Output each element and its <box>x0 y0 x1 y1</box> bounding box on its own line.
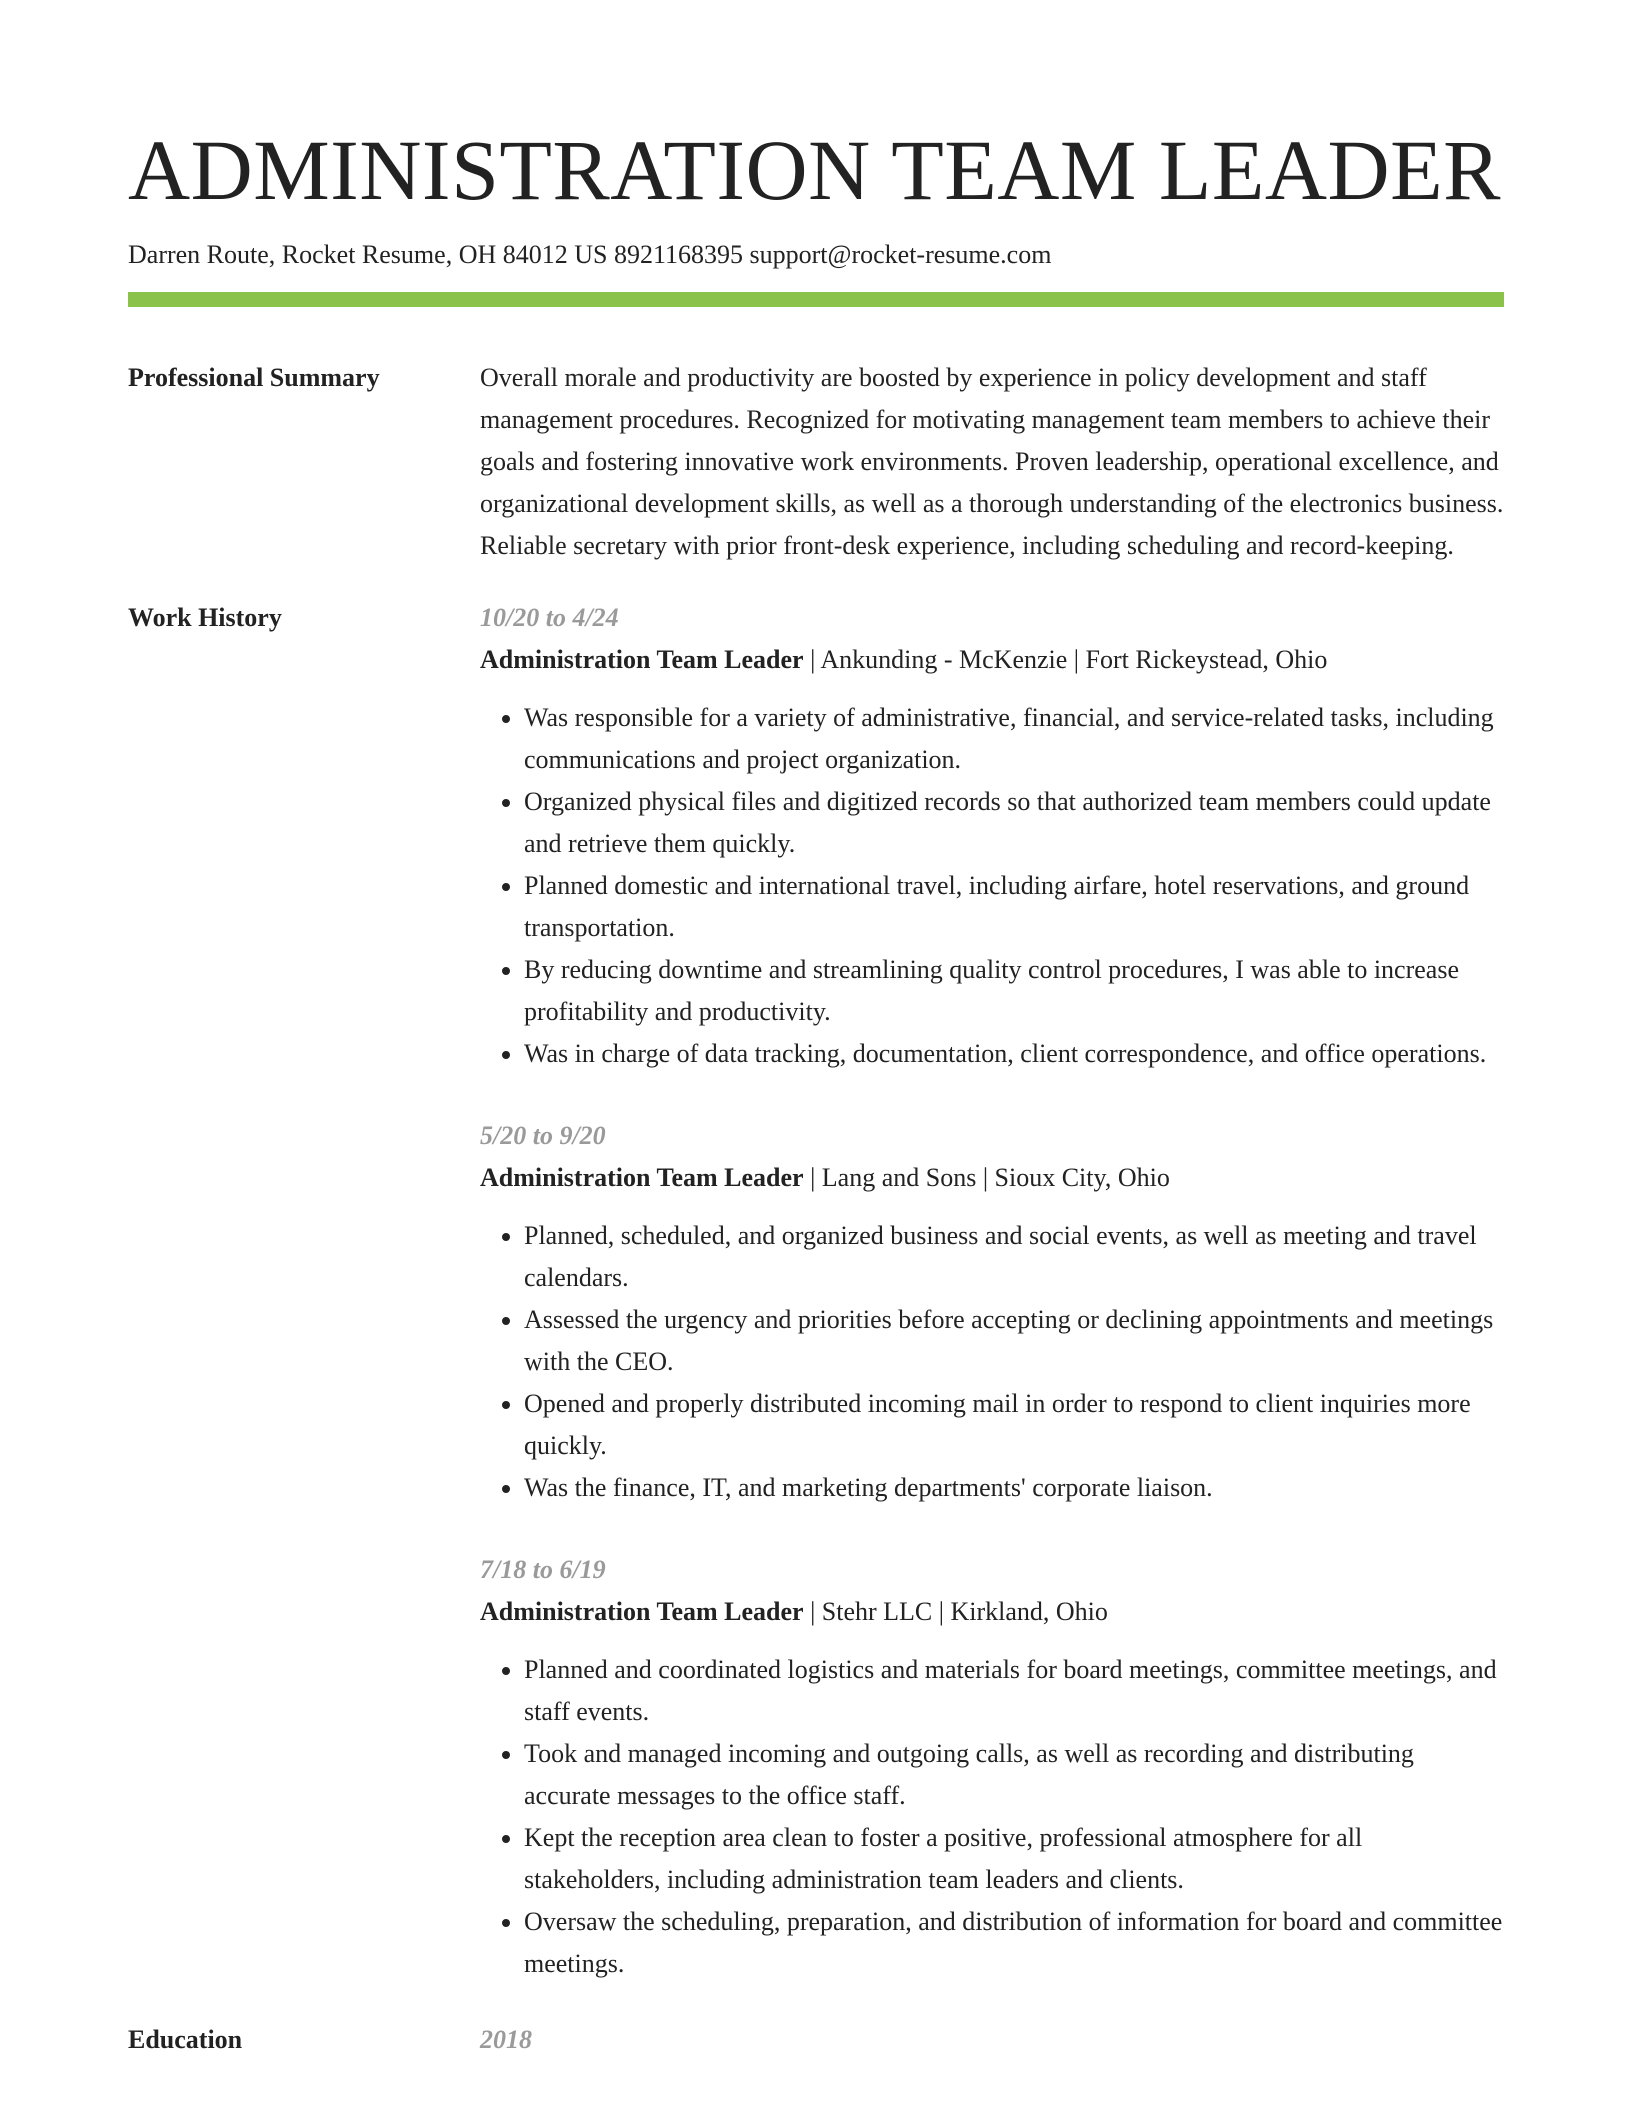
job-employer-location: | Lang and Sons | Sioux City, Ohio <box>803 1163 1170 1192</box>
job-dates: 10/20 to 4/24 <box>480 603 619 632</box>
section-label-work-history: Work History <box>128 603 282 632</box>
job-bullets <box>480 697 1504 1075</box>
work-history-section <box>128 597 1504 2005</box>
job-bullet: • Was the finance, IT, and marketing departments' corporate liaison. <box>524 1467 1504 1509</box>
job-heading <box>480 1157 1504 1199</box>
section-label-summary: Professional Summary <box>128 363 380 392</box>
job-bullet: • Oversaw the scheduling, preparation, and distribution of information for board and committee meetings. <box>524 1901 1504 1985</box>
job-bullet: • Planned, scheduled, and organized business and social events, as well as meeting and travel calendars. <box>524 1215 1504 1299</box>
job-bullet: • Planned and coordinated logistics and materials for board meetings, committee meetings, and staff events. <box>524 1649 1504 1733</box>
job-entry <box>480 1115 1504 1509</box>
resume-title: ADMINISTRATION TEAM LEADER <box>128 122 1502 218</box>
education-body <box>480 2019 1504 2061</box>
job-title: Administration Team Leader <box>480 1597 804 1626</box>
job-bullet: • Kept the reception area clean to foster a positive, professional atmosphere for all stakeholders, including administration team leaders and clients. <box>524 1817 1504 1901</box>
resume-page <box>128 0 1504 2061</box>
job-employer-location: | Stehr LLC | Kirkland, Ohio <box>803 1597 1108 1626</box>
job-entry <box>480 597 1504 1075</box>
job-bullet: • Was responsible for a variety of administrative, financial, and service-related tasks, including communications and project organization. <box>524 697 1504 781</box>
contact-line: Darren Route, Rocket Resume, OH 84012 US 8921168395 support@rocket-resume.com <box>128 240 1052 269</box>
job-entry <box>480 1549 1504 1985</box>
education-section <box>128 2019 1504 2061</box>
education-dates: 2018 <box>480 2025 532 2054</box>
job-heading <box>480 1591 1504 1633</box>
job-bullet: • Opened and properly distributed incoming mail in order to respond to client inquiries more quickly. <box>524 1383 1504 1467</box>
summary-section <box>128 357 1504 567</box>
job-bullet: • Was in charge of data tracking, documentation, client correspondence, and office operations. <box>524 1033 1504 1075</box>
header-divider <box>128 292 1504 307</box>
job-employer-location: | Ankunding - McKenzie | Fort Rickeystead, Ohio <box>803 645 1328 674</box>
job-bullet: • Organized physical files and digitized records so that authorized team members could update and retrieve them quickly. <box>524 781 1504 865</box>
job-bullet: • Assessed the urgency and priorities before accepting or declining appointments and meetings with the CEO. <box>524 1299 1504 1383</box>
job-dates: 7/18 to 6/19 <box>480 1555 606 1584</box>
section-label-education: Education <box>128 2025 243 2054</box>
job-bullet: • By reducing downtime and streamlining quality control procedures, I was able to increase profitability and productivity. <box>524 949 1504 1033</box>
work-history-list <box>480 597 1504 2005</box>
job-bullet: • Planned domestic and international travel, including airfare, hotel reservations, and ground transportation. <box>524 865 1504 949</box>
job-heading <box>480 639 1504 681</box>
job-bullets <box>480 1215 1504 1509</box>
summary-text: Overall morale and productivity are boosted by experience in policy development and staff management procedures. Recognized for motivating management team members to achieve their goals and fostering innovative work environments. Proven leadership, operational excellence, and organizational development skills, as well as a thorough understanding of the electronics business. Reliable secretary with prior front-desk experience, including scheduling and record-keeping. <box>480 363 1504 560</box>
job-title: Administration Team Leader <box>480 1163 804 1192</box>
job-bullet: • Took and managed incoming and outgoing calls, as well as recording and distributing accurate messages to the office staff. <box>524 1733 1504 1817</box>
job-title: Administration Team Leader <box>480 645 804 674</box>
job-bullets <box>480 1649 1504 1985</box>
job-dates: 5/20 to 9/20 <box>480 1121 606 1150</box>
